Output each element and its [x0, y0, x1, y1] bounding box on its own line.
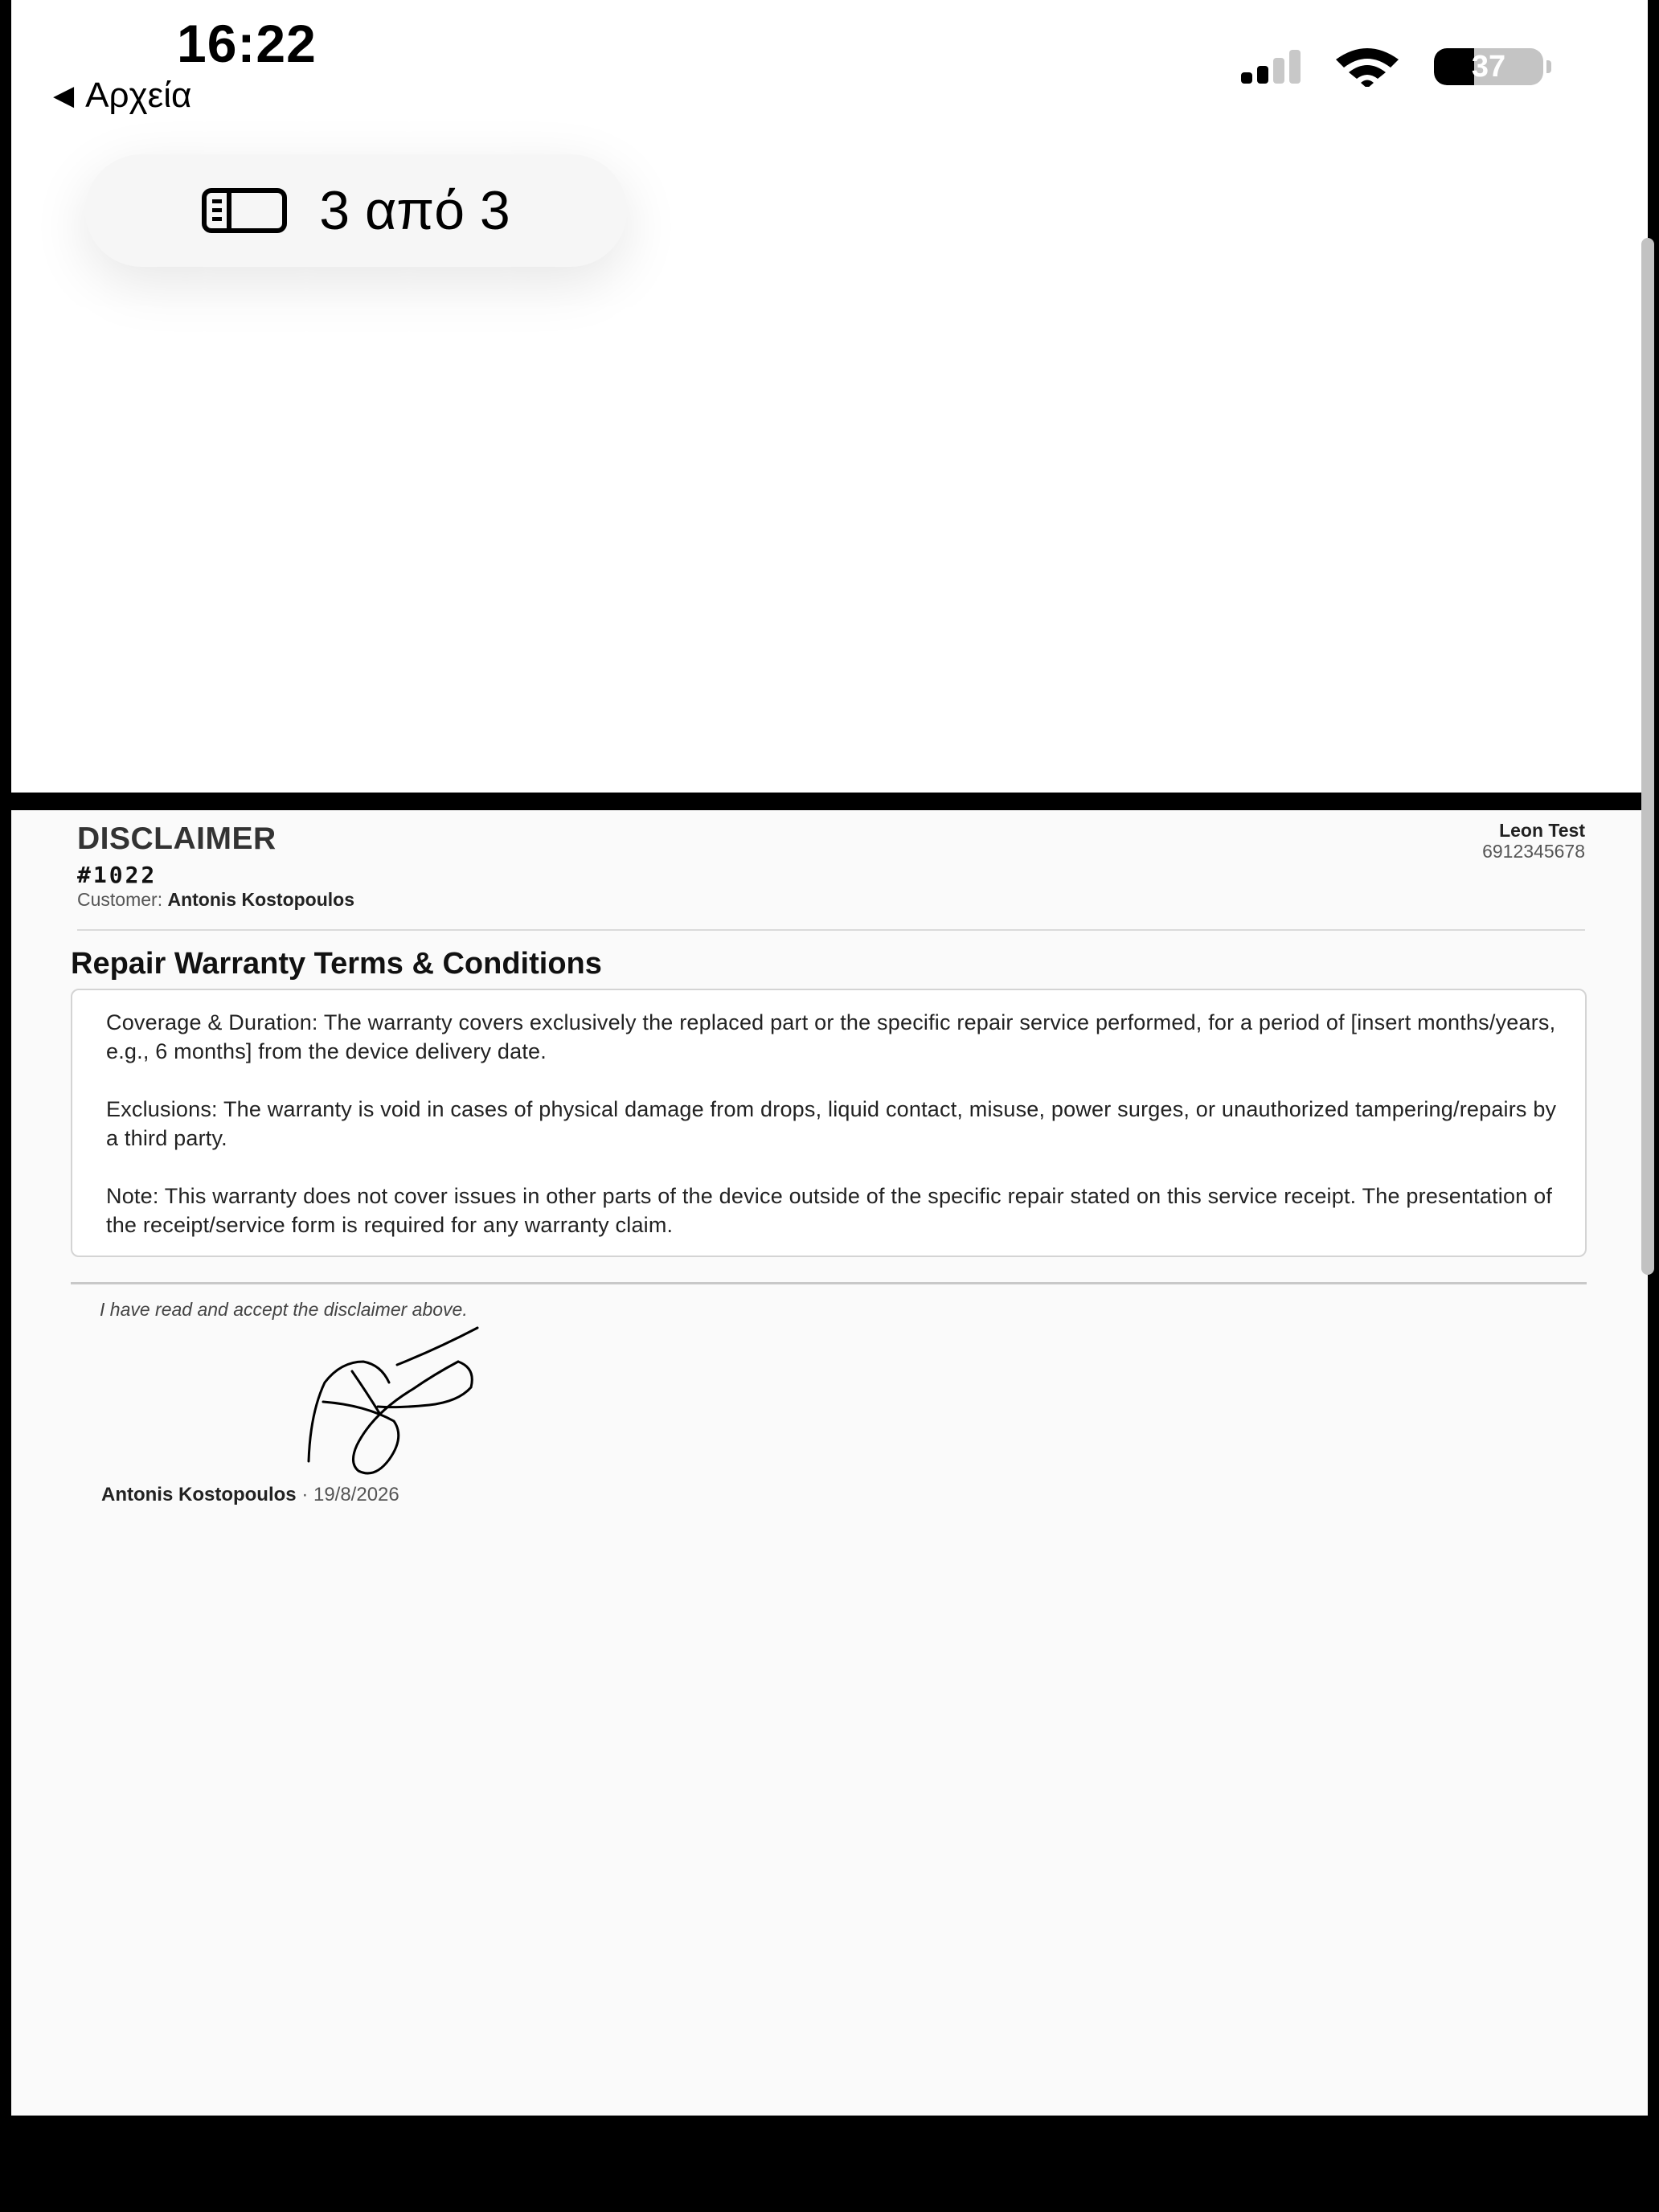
shop-phone: 6912345678	[1482, 841, 1585, 862]
terms-paragraph: Exclusions: The warranty is void in cases of physical damage from drops, liquid contact, misuse, power surges, or unauthorized tampering/repairs by a third party.	[106, 1097, 1557, 1150]
battery-percent: 37	[1471, 49, 1506, 84]
customer-signature	[301, 1325, 494, 1477]
section-title: Repair Warranty Terms & Conditions	[71, 947, 602, 981]
document-header	[77, 817, 1585, 931]
page-divider	[0, 793, 1659, 810]
back-to-files-button[interactable]	[53, 76, 191, 116]
status-time: 16:22	[177, 14, 317, 73]
document-title: DISCLAIMER	[77, 821, 276, 856]
customer-line	[77, 889, 354, 911]
cellular-signal-icon	[1241, 50, 1301, 84]
customer-label: Customer:	[77, 889, 163, 910]
page-indicator-text: 3 από 3	[319, 180, 510, 241]
signature-divider	[71, 1282, 1587, 1284]
signer-name: Antonis Kostopoulos	[101, 1484, 297, 1505]
page-indicator-pill[interactable]	[85, 154, 627, 267]
back-arrow-icon: ◀	[53, 80, 75, 111]
battery-icon	[1434, 48, 1543, 85]
signer-line	[101, 1484, 399, 1506]
battery-cap	[1546, 60, 1551, 73]
vertical-scrollbar[interactable]	[1641, 238, 1654, 1275]
document-number: #1022	[77, 862, 158, 888]
document-page	[11, 810, 1648, 2116]
sidebar-icon	[202, 188, 287, 233]
wifi-icon	[1333, 47, 1402, 87]
terms-paragraph: Coverage & Duration: The warranty covers exclusively the replaced part or the specific repair service performed, for a period of [insert months/years, e.g., 6 months] from the device delivery date.	[106, 1010, 1556, 1063]
customer-name: Antonis Kostopoulos	[167, 889, 355, 910]
shop-info	[1482, 820, 1585, 862]
status-icons	[1241, 47, 1551, 87]
terms-box	[71, 989, 1587, 1257]
back-label: Αρχεία	[85, 76, 192, 115]
acceptance-note: I have read and accept the disclaimer above.	[100, 1299, 468, 1320]
terms-paragraph: Note: This warranty does not cover issues in other parts of the device outside of the specific repair stated on this service receipt. The presentation of the receipt/service form is required for any warranty claim.	[106, 1184, 1553, 1237]
viewer-top-area	[11, 0, 1648, 793]
shop-name: Leon Test	[1499, 820, 1585, 841]
signed-date: · 19/8/2026	[301, 1484, 399, 1505]
